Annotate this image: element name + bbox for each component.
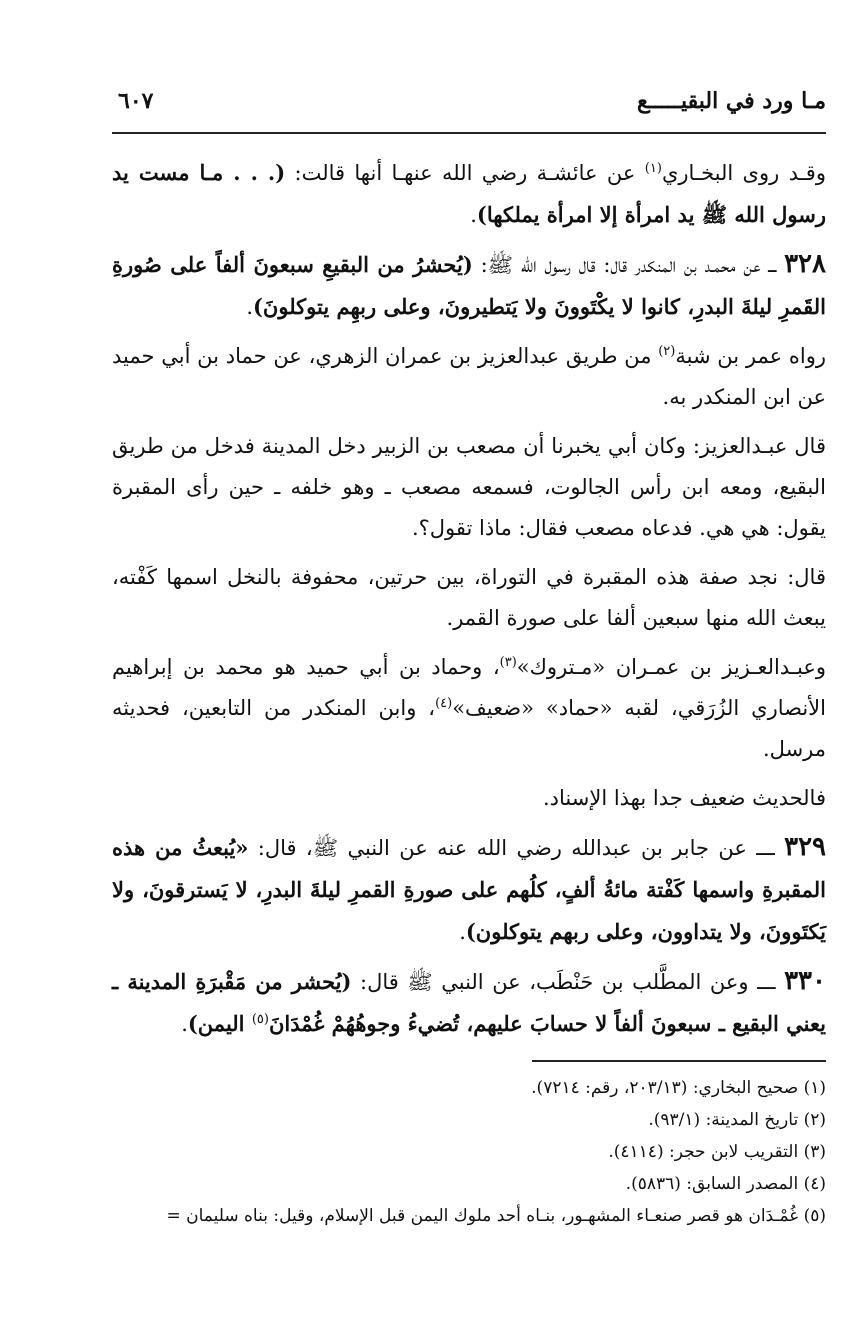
text: .: [470, 203, 477, 227]
text: ـــ وعن المطَّلب بن حَنْطَب، عن النبي ﷺ قال:: [351, 970, 785, 994]
text: وقـد روى البخـاري: [661, 161, 826, 185]
text: ـــ عن محمـد بن المنكدر قال: قال رسول الله ﷺ:: [472, 253, 785, 277]
paragraph-grading: [112, 647, 826, 770]
footnote-divider: [532, 1060, 826, 1062]
hadith-quote: (يُحشرُ من البقيعِ سبعونَ ألفاً على صُورةِ القَمرِ ليلةَ البدرِ، كانوا لا يكْتَوونَ ولا يَتطيرونَ، وعلى ربهِم يتوكلونَ): [112, 252, 826, 319]
hadith-quote: (. . . مـا مست يد رسول الله ﷺ يد امرأة إلا امرأة يملكها): [112, 160, 826, 227]
text: ، وابن المنكدر من التابعين، فحديثه مرسل.: [112, 696, 826, 761]
text: قال عبـدالعزيز: وكان أبي يخبرنا أن مصعب بن الزبير دخل المدينة فدخل من طريق البقيع، ومعه ابن رأس الجالوت، فسمعه مصعب ـ وهو خلفه ـ حين رأى المقبرة يقول: هي هي. فدعاه مصعب فقال: ماذا تقول؟.: [112, 434, 826, 540]
text: من طريق عبدالعزيز بن عمران الزهري، عن حماد بن أبي حميد عن ابن المنكدر به.: [112, 344, 826, 409]
main-text: [112, 152, 826, 1053]
footnote-ref: (٢): [658, 344, 676, 359]
hadith-329: [112, 827, 826, 953]
footnote-ref: (٣): [499, 655, 517, 670]
hadith-number: ٣٢٨: [784, 249, 826, 279]
footnote-ref: (٥): [251, 1012, 269, 1027]
text: ـــ عن جابر بن عبدالله رضي الله عنه عن النبي ﷺ، قال:: [248, 836, 785, 860]
running-header: [112, 82, 826, 122]
paragraph-narration: [112, 336, 826, 418]
chapter-title: مـا ورد في البقيـــــع: [637, 88, 826, 114]
hadith-quote: (يُحشر من مَقْبرَةِ المدينة ـ يعني البقيع ـ سبعونَ ألفاً لا حسابَ عليهم، تُضيءُ وجوهُهُمْ غُمْدَانَ: [112, 969, 826, 1036]
hadith-quote: «يُبعثُ من هذه المقبرةِ واسمها كَفْتة مائةُ ألفٍ، كلُهم على صورةِ القمرِ ليلةَ البدرِ، لا يَسترقونَ، ولا يَكتَوونَ، ولا يتداوون، وعلى ربهم يتوكلون): [112, 835, 826, 944]
hadith-328: [112, 244, 826, 328]
text: رواه عمر بن شبة: [675, 344, 826, 368]
text: فالحديث ضعيف جدا بهذا الإسناد.: [542, 786, 826, 810]
text: عن عائشـة رضي الله عنهـا أنها قالت:: [285, 161, 645, 185]
page-number: ٦٠٧: [118, 88, 154, 114]
text: .: [181, 1012, 188, 1036]
hadith-quote: اليمن): [187, 1011, 252, 1036]
footnote-item: (٤) المصدر السابق: (٥٨٣٦).: [625, 1174, 826, 1194]
footnote-item: (١) صحيح البخاري: (٢٠٣/١٣، رقم: ٧٢١٤).: [531, 1078, 826, 1098]
text: ، وحماد بن أبي حميد هو محمد بن إبراهيم الأنصاري الزُرَقي، لقبه «حماد» «ضعيف»: [112, 655, 826, 720]
paragraph-abdulaziz: [112, 426, 826, 549]
hadith-330: [112, 961, 826, 1045]
header-divider: [112, 132, 826, 134]
text: .: [246, 295, 253, 319]
text: .: [459, 920, 466, 944]
text: قال: نجد صفة هذه المقبرة في التوراة، بين حرتين، محفوفة بالنخل اسمها كَفْته، يبعث الله منها سبعين ألفا على صورة القمر.: [112, 565, 826, 630]
footnote-item: (٢) تاريخ المدينة: (٩٣/١).: [648, 1110, 826, 1130]
hadith-number: ٣٣٠: [784, 966, 826, 996]
footnote-ref: (٤): [435, 696, 453, 711]
footnotes: [112, 1072, 826, 1232]
paragraph-conclusion: [112, 778, 826, 819]
paragraph-bukhari: [112, 152, 826, 236]
footnote-item: (٣) التقريب لابن حجر: (٤١١٤).: [608, 1142, 826, 1162]
paragraph-tawrat: [112, 557, 826, 639]
text: وعبـدالعـزيز بن عمـران «مـتروك»: [516, 655, 826, 679]
footnote-item: (٥) غُمْـدَان هو قصر صنعـاء المشهـور، بنـاه أحد ملوك اليمن قبل الإسلام، وقيل: بناه سليمان =: [166, 1206, 826, 1226]
hadith-number: ٣٢٩: [784, 832, 827, 862]
footnote-ref: (١): [644, 161, 662, 176]
